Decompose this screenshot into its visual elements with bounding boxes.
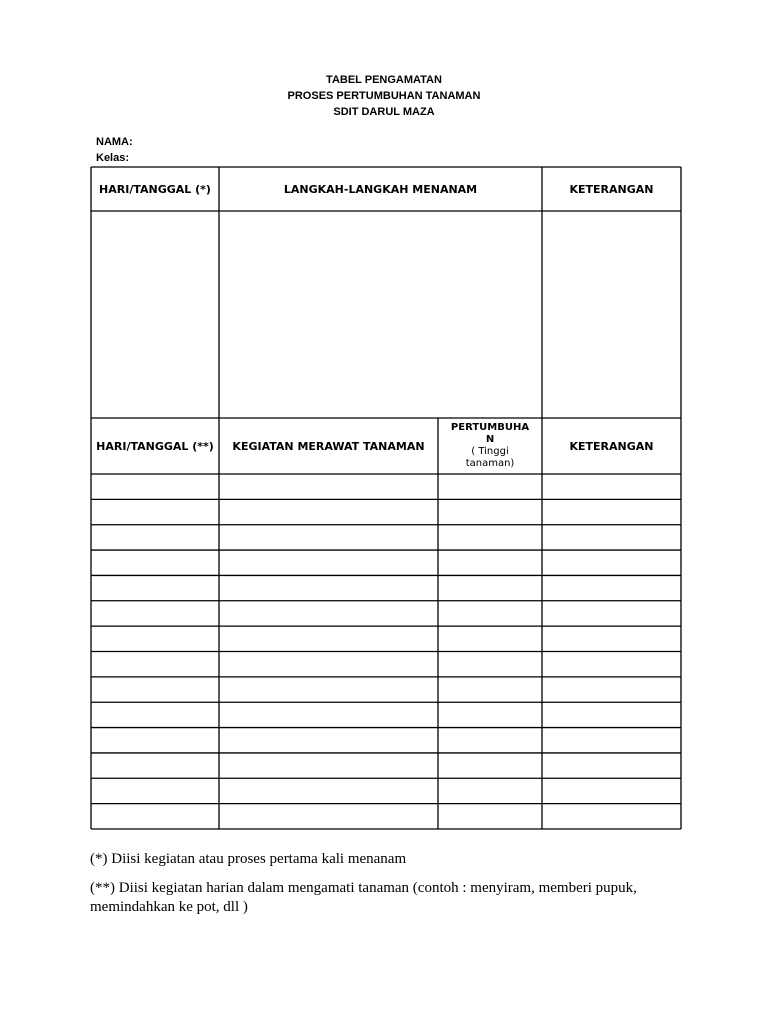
table2-header-growth bbox=[438, 418, 542, 474]
growth-header-line-4: tanaman) bbox=[465, 458, 515, 469]
footnote-2: (**) Diisi kegiatan harian dalam mengamati tanaman (contoh : menyiram, memberi pupuk, memindahkan ke pot, dll ) bbox=[90, 880, 637, 915]
growth-header-line-1: PERTUMBUHA bbox=[450, 422, 530, 433]
name-label: NAMA: bbox=[96, 136, 133, 148]
title-line-1: TABEL PENGAMATAN bbox=[326, 74, 442, 86]
footnotes bbox=[90, 850, 690, 927]
table1-header-notes: KETERANGAN bbox=[569, 182, 654, 196]
title-line-2: PROSES PERTUMBUHAN TANAMAN bbox=[287, 90, 481, 102]
class-label: Kelas: bbox=[96, 152, 130, 164]
table2-header-date: HARI/TANGGAL (**) bbox=[96, 439, 214, 453]
growth-header-line-3: ( Tinggi bbox=[471, 446, 509, 457]
table1-header-date: HARI/TANGGAL (*) bbox=[99, 182, 211, 196]
footnote-1: (*) Diisi kegiatan atau proses pertama kali menanam bbox=[90, 851, 407, 867]
table1-header-planting-steps: LANGKAH-LANGKAH MENANAM bbox=[283, 182, 478, 196]
growth-header-line-2: N bbox=[485, 434, 495, 445]
title-line-3: SDIT DARUL MAZA bbox=[333, 106, 435, 118]
table2-header-notes: KETERANGAN bbox=[569, 439, 654, 453]
table2-header-care-activity: KEGIATAN MERAWAT TANAMAN bbox=[232, 439, 425, 453]
